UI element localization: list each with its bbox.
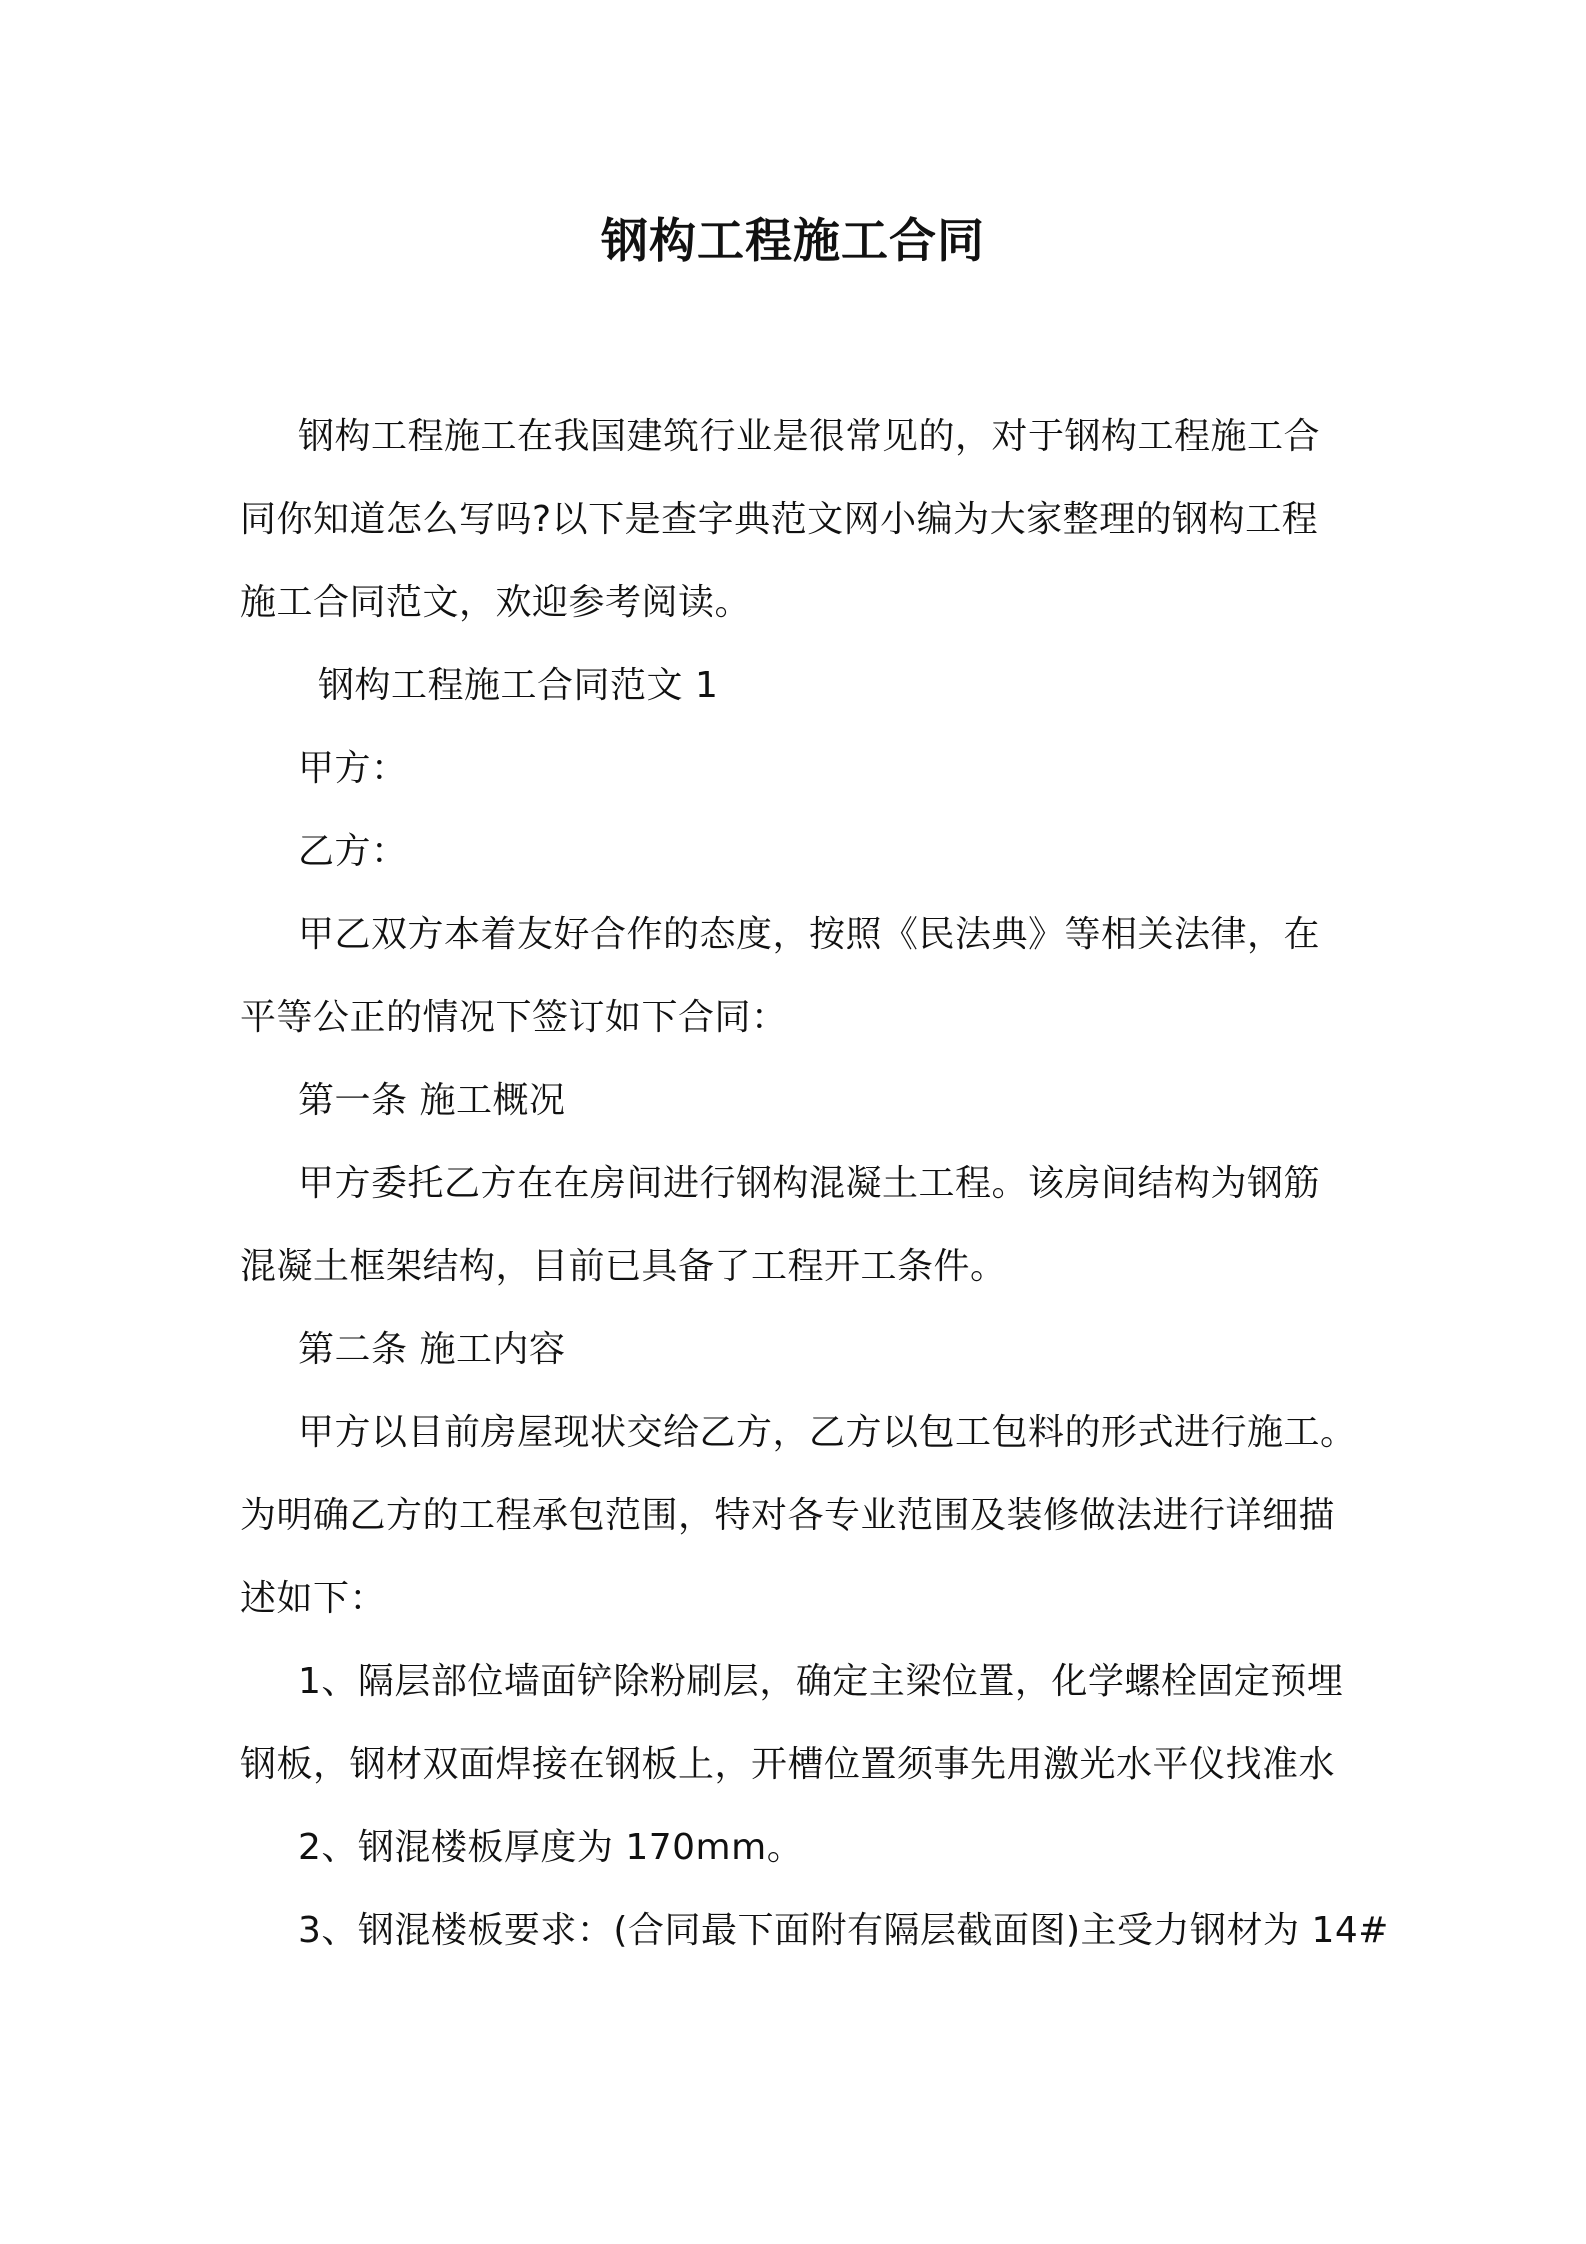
- item-2: 2、钢混楼板厚度为 170mm。: [298, 1827, 804, 1868]
- contract-subtitle: 钢构工程施工合同范文 1: [318, 665, 719, 706]
- article-1-heading: 第一条 施工概况: [298, 1080, 566, 1121]
- item-1-line-1: 1、隔层部位墙面铲除粉刷层，确定主梁位置，化学螺栓固定预埋: [298, 1661, 1344, 1702]
- article-1-line-2: 混凝土框架结构，目前已具备了工程开工条件。: [240, 1246, 1007, 1287]
- party-b-label: 乙方：: [298, 831, 408, 872]
- agreement-line-2: 平等公正的情况下签订如下合同：: [240, 997, 788, 1038]
- item-1-line-2: 钢板，钢材双面焊接在钢板上，开槽位置须事先用激光水平仪找准水: [240, 1744, 1336, 1785]
- party-a-label: 甲方：: [298, 748, 408, 789]
- article-2-line-1: 甲方以目前房屋现状交给乙方，乙方以包工包料的形式进行施工。: [298, 1412, 1357, 1453]
- article-1-line-1: 甲方委托乙方在在房间进行钢构混凝土工程。该房间结构为钢筋: [298, 1163, 1321, 1204]
- article-2-heading: 第二条 施工内容: [298, 1329, 566, 1370]
- intro-line-2: 同你知道怎么写吗?以下是查字典范文网小编为大家整理的钢构工程: [240, 499, 1319, 540]
- article-2-line-2: 为明确乙方的工程承包范围，特对各专业范围及装修做法进行详细描: [240, 1495, 1336, 1536]
- agreement-line-1: 甲乙双方本着友好合作的态度，按照《民法典》等相关法律，在: [298, 914, 1321, 955]
- article-2-line-3: 述如下：: [240, 1578, 387, 1619]
- item-3: 3、钢混楼板要求：(合同最下面附有隔层截面图)主受力钢材为 14#: [298, 1910, 1389, 1951]
- document-title: 钢构工程施工合同: [601, 214, 985, 269]
- intro-line-3: 施工合同范文，欢迎参考阅读。: [240, 582, 752, 623]
- intro-line-1: 钢构工程施工在我国建筑行业是很常见的，对于钢构工程施工合: [298, 416, 1321, 457]
